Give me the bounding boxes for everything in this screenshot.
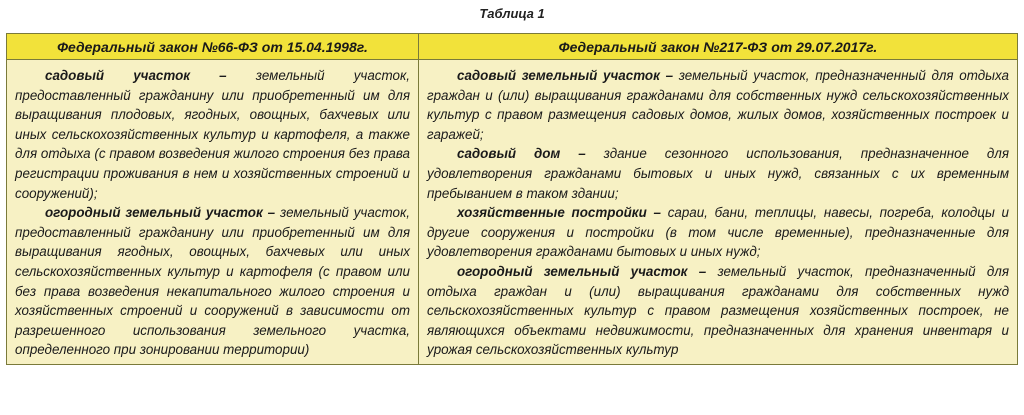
definition-text: земельный участок, предоставленный гражданину или приобретенный им для выращивания ягодных, овощных, бахчевых или иных сельскохозяйственных культур и картофеля (с правом или без права возведения некапитального жилого строения и хозяйственных строений и сооружений в зависимости от разрешенного использования земельного участка, определенного при зонировании территории) [15, 205, 410, 358]
definition-term: садовый дом – [457, 146, 586, 162]
definition-text: сараи, бани, теплицы, навесы, погреба, колодцы и другие сооружения и постройки (в том числе временные), предназначенные для удовлетворения гражданами бытовых и иных нужд; [427, 205, 1009, 260]
law-comparison-table [6, 33, 1018, 365]
definition-term: огородный земельный участок – [45, 205, 276, 221]
definition-term: огородный земельный участок – [457, 263, 707, 279]
table-header-row [7, 34, 1018, 60]
table-row [7, 60, 1018, 365]
column-header-law-66: Федеральный закон №66-ФЗ от 15.04.1998г. [7, 34, 419, 60]
definition-paragraph [427, 262, 1009, 360]
definition-paragraph [427, 144, 1009, 203]
definition-paragraph [15, 66, 410, 203]
definition-term: садовый земельный участок – [457, 68, 674, 83]
definition-paragraph [15, 203, 410, 360]
column-header-law-217: Федеральный закон №217-ФЗ от 29.07.2017г. [419, 34, 1018, 60]
definition-term: садовый участок – [45, 68, 227, 83]
definition-text: здание сезонного использования, предназначенное для удовлетворения гражданами бытовых и иных нужд, связанных с их временным пребыванием в таком здании; [427, 146, 1009, 201]
definition-paragraph [427, 203, 1009, 262]
law-217-definitions-cell [419, 60, 1018, 365]
definition-text: земельный участок, предназначенный для отдыха граждан и (или) выращивания гражданами для собственных нужд сельскохозяйственных культур с правом размещения садовых домов, жилых домов, хозяйственных построек и гаражей; [427, 68, 1009, 142]
definition-text: земельный участок, предоставленный гражданину или приобретенный им для выращивания плодовых, ягодных, овощных, бахчевых или иных сельскохозяйственных культур и картофеля, а также для отдыха (с правом возведения жилого строения без права регистрации проживания в нем и хозяйственных строений и сооружений); [15, 68, 410, 201]
law-66-definitions-cell [7, 60, 419, 365]
definition-term: хозяйственные постройки – [457, 205, 661, 221]
definition-paragraph [427, 66, 1009, 144]
table-caption: Таблица 1 [479, 6, 545, 21]
definition-text: земельный участок, предназначенный для отдыха граждан и (или) выращивания гражданами для собственных нужд сельскохозяйственных культур с правом размещения хозяйственных построек, не являющихся объектами недвижимости, предназначенных для хранения инвентаря и урожая сельскохозяйственных культур [427, 263, 1009, 358]
